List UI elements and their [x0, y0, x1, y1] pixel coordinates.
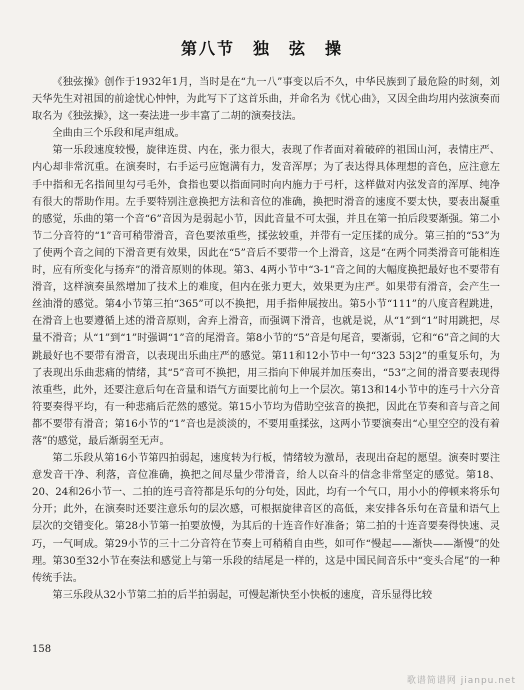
paragraph-intro: 《独弦操》创作于1932年1月，当时是在“九一八”事变以后不久，中华民族到了最危险的时刻，刘天华先生对祖国的前途忧心忡忡，为此写下了这首乐曲，并命名为《忧心曲》，又因全曲均用内弦演奏而取名为《独弦操》，这一奏法进一步丰富了二胡的演奏技法。	[32, 77, 500, 123]
paragraph-section-one: 第一乐段速度较慢，旋律连贯、内在，张力很大，表现了作者面对着破碎的祖国山河，表情庄严、内心却非常沉重。在演奏时，右手运弓应饱满有力，发音浑厚；为了表达得具体理想的音色，应注意左手中指和无名指间里勾弓毛外，食指也要以指面同时向内施力于弓杆，这样做对内弦发音的浑厚、纯净有很大的帮助作用。左手要特别注意换把方法和音位的准确，换把时滑音的速度不要太快，要表出凝重的感觉，乐曲的第一个音“6”音因为是弱起小节，因此音量不可太强，并且在第一拍后段要渐强。第二小节二分音符的“1”音可稍带滑音，音色要浓重些，揉弦较重，并带有一定压揉的成分。第三拍的“53”为了使两个音之间的下滑音更有效果，因此在“5”音后不要带一个上滑音，这是“在两个同类滑音可能相连时，应有所变化与扬弃”的滑音原则的体现。第3、4两小节中“3-1”音之间的大幅度换把最好也不要带有滑音，这样演奏虽然增加了技术上的难度，但内在张力更大，效果更为庄严。如果带有滑音，会产生一丝油滑的感觉。第4小节第三拍“365”可以不换把，用手指伸展按出。第5小节“111”的八度音程跳进，在滑音上也要遵循上述的滑音原则，舍弃上滑音，而强调下滑音，也就是说，从“1”到“1”时用跳把，尽量不滑音；从“1”到“1”时强调“1”音的尾滑音。第8小节的“5”音是句尾音，要渐弱，它和“6”音之间的大跳最好也不要带有滑音，以表现出乐曲庄严的感觉。第11和12小节中一句“323 53|2”的重复乐句，为了表现出乐曲悲痛的情绪，其“5”音可不换把，用三指向下伸展并加压奏出，“53”之间的滑音要表现得浓重些，此外，还要注意后句在音量和语气方面要比前句上一个层次。第13和14小节中的连弓十六分音符要奏得平均，有一种悲痛后茫然的感觉。第15小节均为借助空弦音的换把，因此在节奏和音与音之间都不要带有滑音；第16小节的“1”音也是淡淡的，不要用重揉弦，这两小节要演奏出“心里空空的没有着落”的感觉，最后渐弱至无声。	[32, 145, 500, 447]
paragraph-section-two: 第二乐段从第16小节第四拍弱起，速度转为行板，情绪较为激昂，表现出奋起的愿望。演奏时要注意发音干净、利落，音位准确，换把之间尽量少带滑音，给人以奋斗的信念非常坚定的感觉。第18、20、24和26小节一、二拍的连弓音符都是乐句的分句处，因此，均有一个气口，用小小的停顿来将乐句分开；此外，在演奏时还要注意乐句的层次感，可根据旋律音区的高低，来安排各乐句在音量和语气上层次的交错变化。第28小节第一拍要放慢，为其后的十连音作好准备；第二拍的十连音要奏得快速、灵巧，一气呵成。第29小节的三十二分音符在节奏上可稍稍自由些，如可作“慢起——渐快——渐慢”的处理。第30至32小节在奏法和感觉上与第一乐段的结尾是一样的，这是中国民间音乐中“变头合尾”的一种传统手法。	[32, 453, 500, 584]
site-watermark: 歌谱简谱网 jianpu.net	[406, 676, 516, 686]
paragraph-section-three: 第三乐段从32小节第二拍的后半拍弱起，可慢起渐快至小快板的速度，音乐显得比较	[52, 589, 433, 601]
section-heading: 第八节 独 弦 操	[180, 39, 343, 58]
paragraph-structure: 全曲由三个乐段和尾声组成。	[52, 128, 185, 140]
page-number: 158	[32, 644, 52, 655]
article-body	[32, 74, 500, 604]
